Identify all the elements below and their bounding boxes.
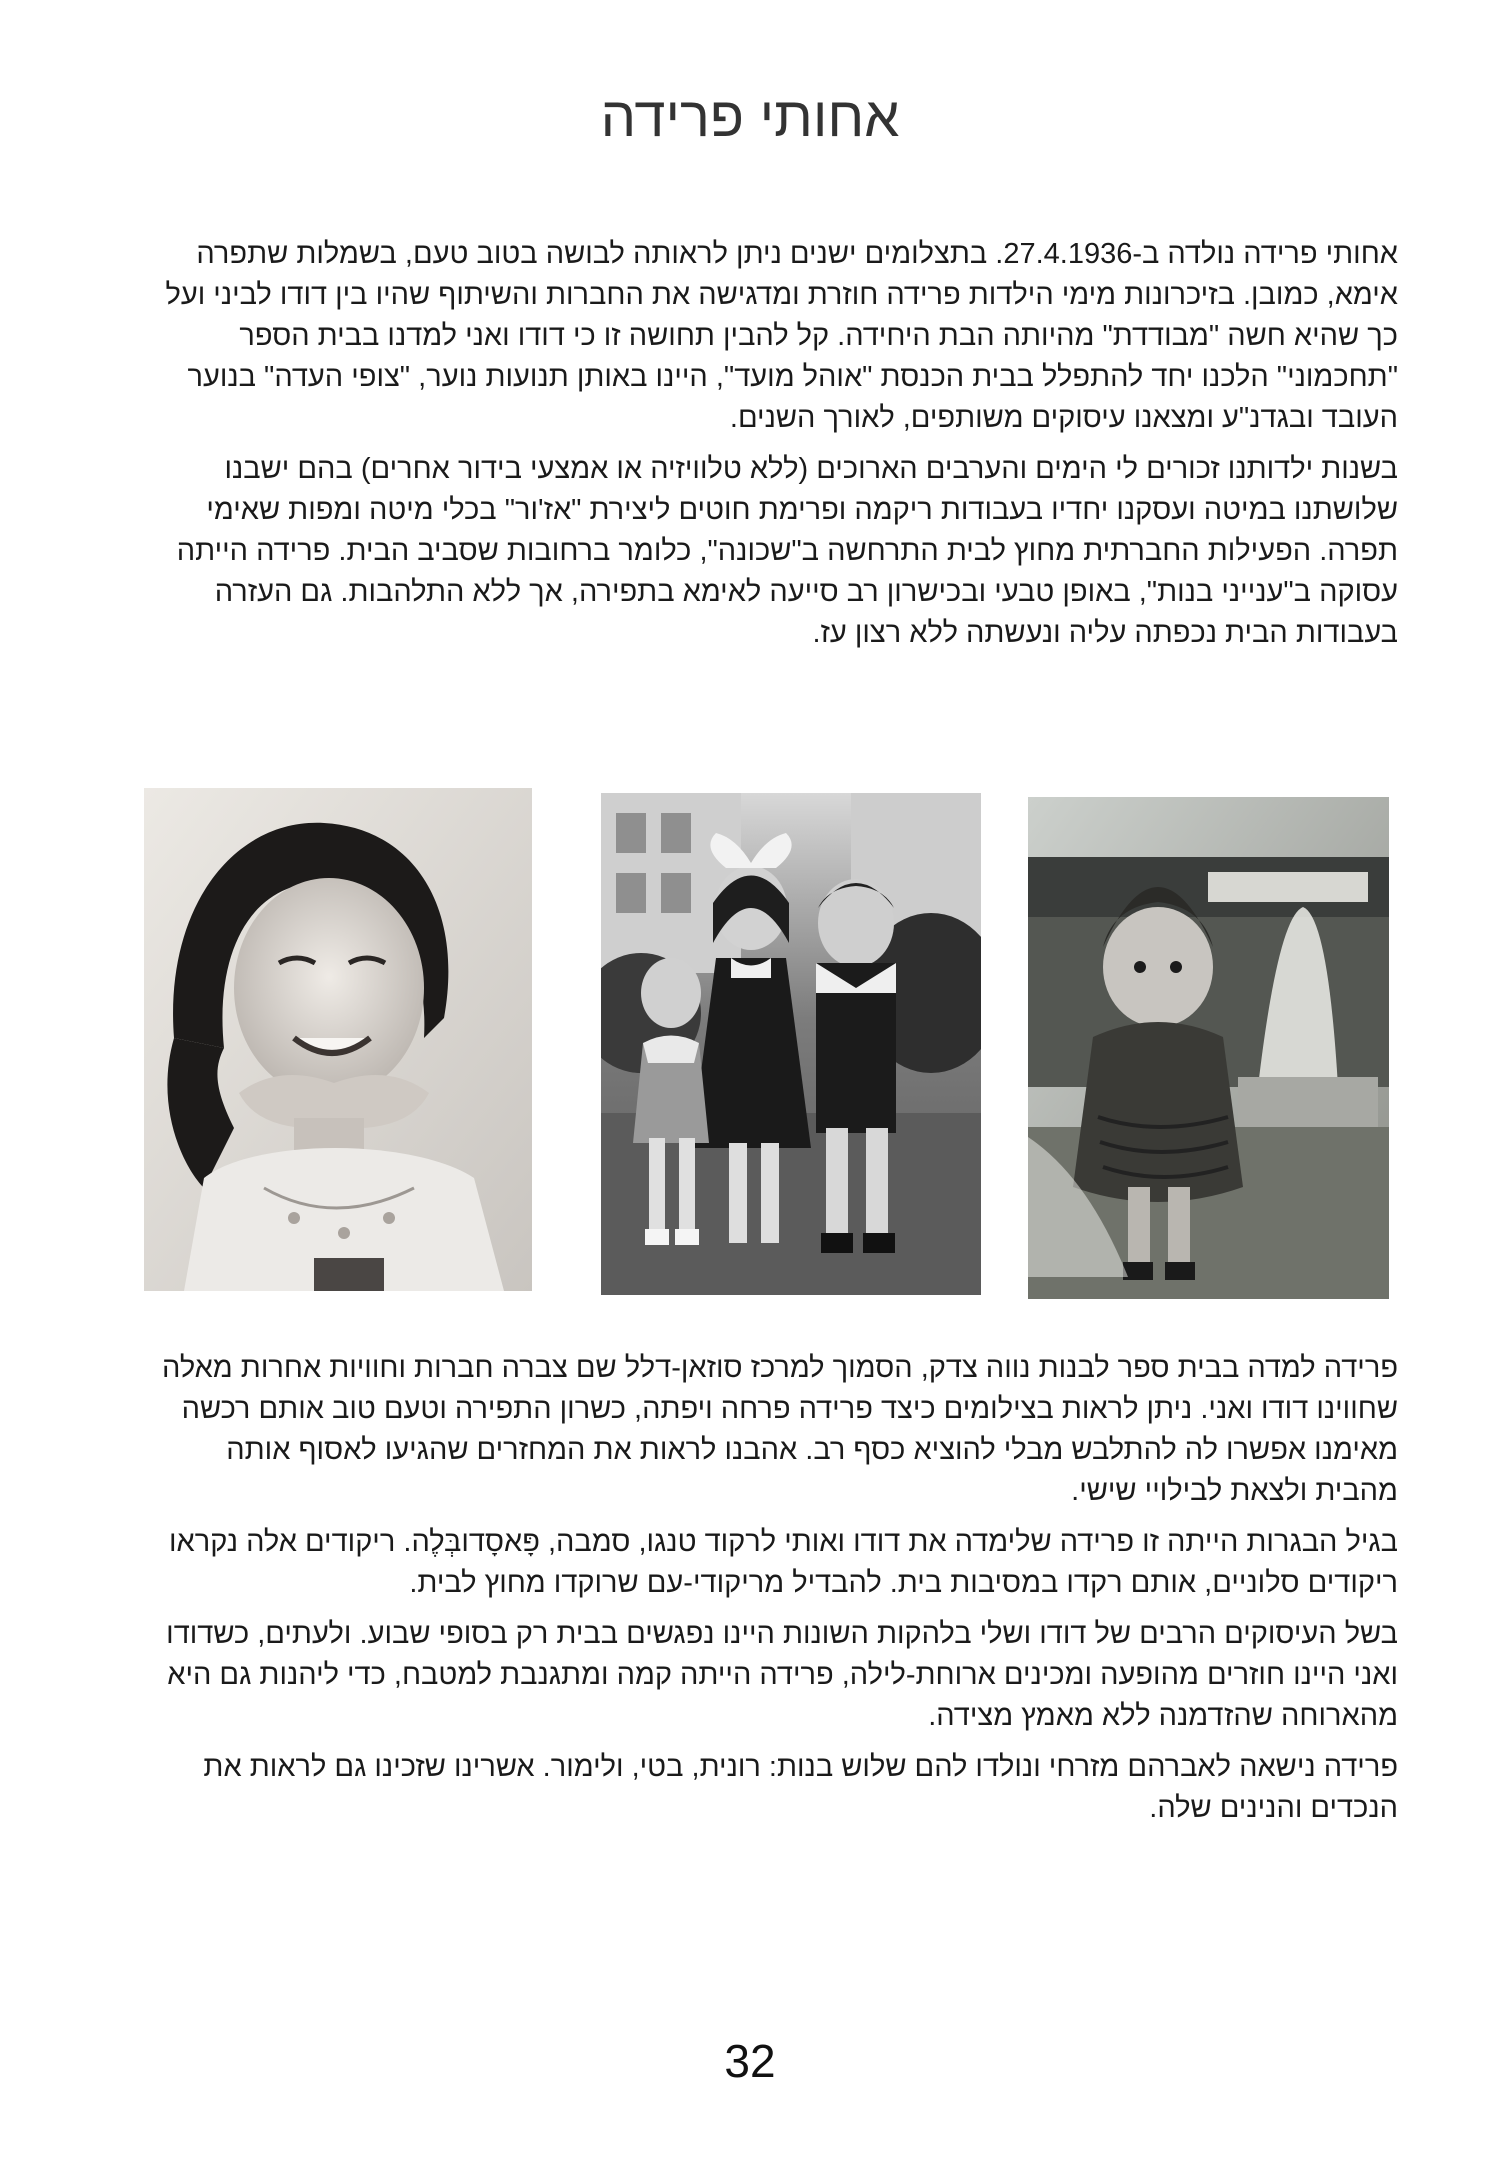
paragraph-5: בשל העיסוקים הרבים של דודו ושלי בלהקות השונות היינו נפגשים בבית רק בסופי שבוע. ולעתים, כשדודו ואני היינו חוזרים מהופעה ומכינים ארוחת-לילה, פרידה הייתה קמה ומתגנבת למטבח, כדי ליהנות גם היא מהארוחה שהזדמנה ללא מאמץ מצידה.	[166, 1618, 1398, 1732]
portrait-illustration	[144, 788, 532, 1291]
photo-three-children	[601, 793, 981, 1295]
top-text-section	[148, 234, 1398, 664]
paragraph-2: בשנות ילדותנו זכורים לי הימים והערבים הארוכים (ללא טלוויזיה או אמצעי בידור אחרים) בהם ישבנו שלושתנו במיטה ועסקנו יחדיו בעבודות ריקמה ופרימת חוטים ליצירת "אז'ור" בכלי מיטה ומפות שאימי תפרה. הפעילות החברתית מחוץ לבית התרחשה ב"שכונה", כלומר ברחובות שסביב הבית. פרידה הייתה עסוקה ב"ענייני בנות", באופן טבעי ובכישרון רב סייעה לאימא בתפירה, אך ללא התלהבות. גם העזרה בעבודות הבית נכפתה עליה ונעשתה ללא רצון עז.	[176, 453, 1398, 649]
paragraph-1: אחותי פרידה נולדה ב-27.4.1936. בתצלומים ישנים ניתן לראותה לבושה בטוב טעם, בשמלות שתפרה אימא, כמובן. בזיכרונות מימי הילדות פרידה חוזרת ומדגישה את החברות והשיתוף שהיו בין דודו לביני ועל כך שהיא חשה "מבודדת" מהיותה הבת היחידה. קל להבין תחושה זו כי דודו ואני למדנו בבית הספר "תחכמוני" הלכנו יחד להתפלל בבית הכנסת "אוהל מועד", היינו באותן תנועות נוער, "צופי העדה" בנוער העובד ובגדנ"ע ומצאנו עיסוקים משותפים, לאורך השנים.	[165, 238, 1398, 434]
photo-portrait-young-woman	[144, 788, 532, 1291]
children-illustration	[601, 793, 981, 1295]
page-number: 32	[724, 2035, 776, 2087]
paragraph-3: פרידה למדה בבית ספר לבנות נווה צדק, הסמוך למרכז סוזאן-דלל שם צברה חברות וחוויות אחרות מאלה שחווינו דודו ואני. ניתן לראות בצילומים כיצד פרידה פרחה ויפתה, כשרון התפירה וטעם טוב אותם רכשה מאימנו אפשרו לה להתלבש מבלי להוציא כסף רב. אהבנו לראות את המחזרים שהגיעו לאסוף אותה מהבית ולצאת לבילויי שישי.	[162, 1352, 1398, 1507]
paragraph-4: בגיל הבגרות הייתה זו פרידה שלימדה את דודו ואותי לרקוד טנגו, סמבה, פָּאסָדובְּלֶה. ריקודים אלה נקראו ריקודים סלוניים, אותם רקדו במסיבות בית. להבדיל מריקודי-עם שרוקדו מחוץ לבית.	[169, 1526, 1398, 1599]
bottom-text-section	[148, 1348, 1398, 1839]
child-illustration	[1028, 797, 1389, 1299]
paragraph-6: פרידה נישאה לאברהם מזרחי ונולדו להם שלוש בנות: רונית, בטי, ולימור. אשרינו שזכינו גם לראות את הנכדים והנינים שלה.	[203, 1751, 1398, 1824]
photo-small-child-fountain	[1028, 797, 1389, 1299]
page-title: אחותי פרידה	[600, 85, 900, 148]
